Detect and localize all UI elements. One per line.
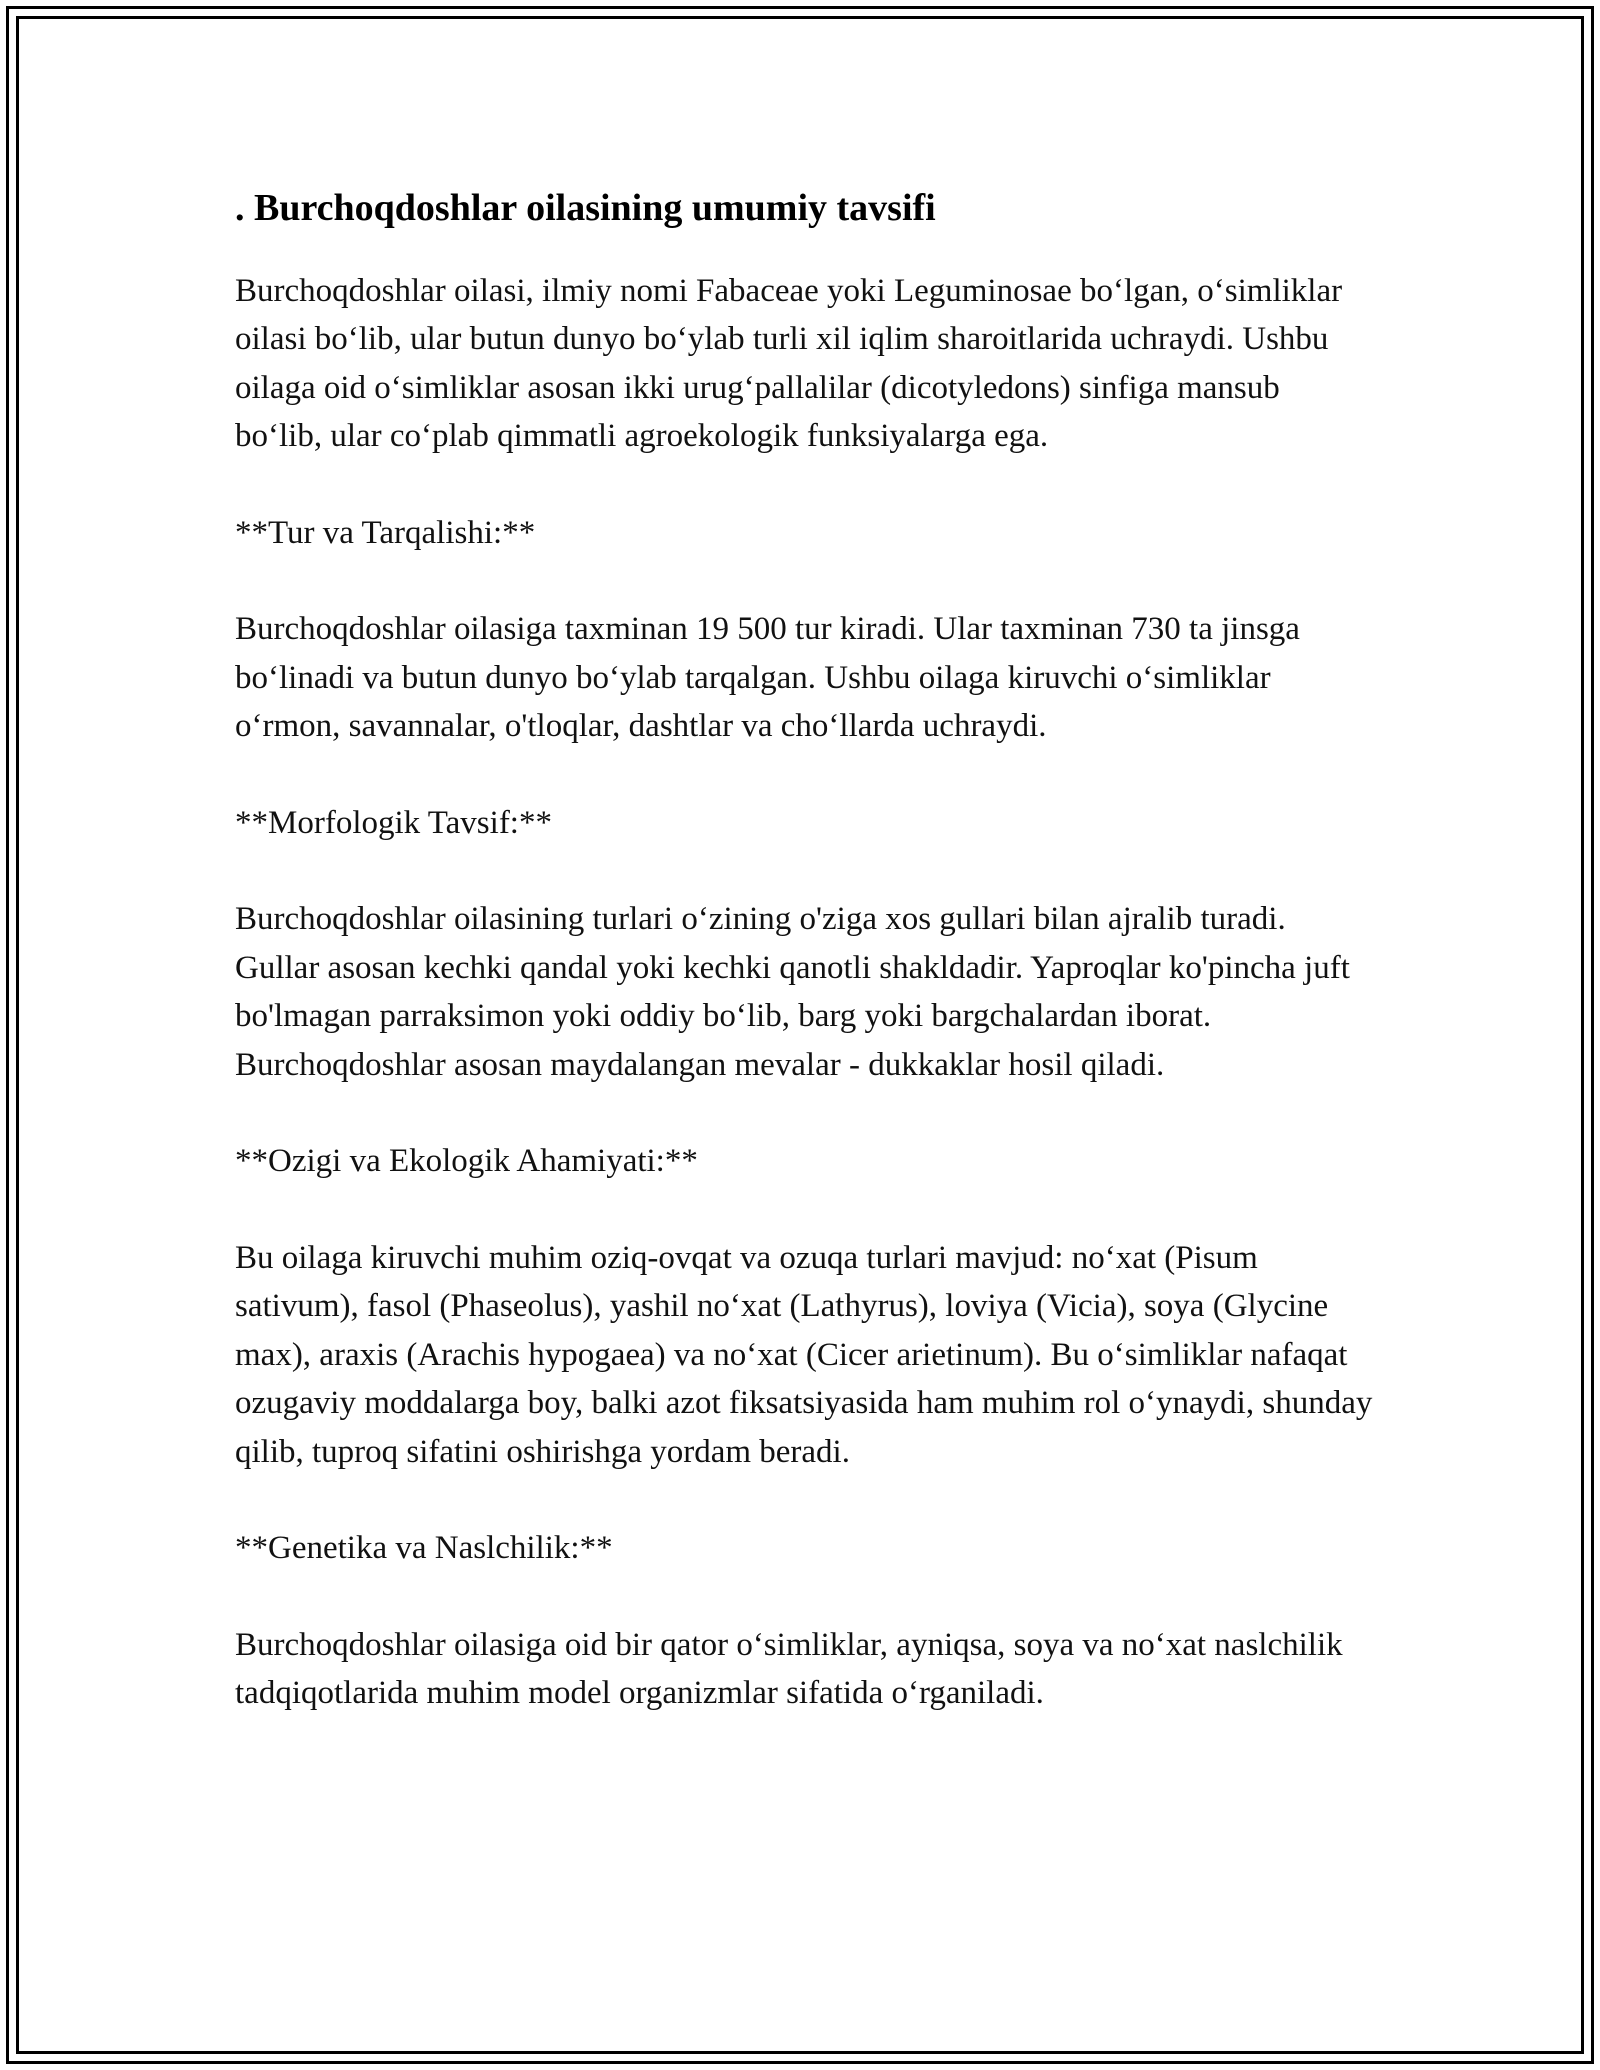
section-heading-genetics: **Genetika va Naslchilik:** [235,1530,613,1566]
distribution-paragraph: Burchoqdoshlar oilasiga taxminan 19 500 tur kiradi. Ular taxminan 730 ta jinsga bo‘linadi va butun dunyo bo‘ylab tarqalgan. Ushbu oilaga kiruvchi o‘simliklar o‘rmon, savannalar, o'tloqlar, dashtlar va cho‘llarda uchraydi. [235,611,1300,744]
section-heading-distribution: **Tur va Tarqalishi:** [235,514,536,551]
section-heading-morphology: **Morfologik Tavsif:** [235,804,552,841]
document-body [235,185,1375,1766]
intro-paragraph: Burchoqdoshlar oilasi, ilmiy nomi Fabaceae yoki Leguminosae bo‘lgan, o‘simliklar oilasi bo‘lib, ular butun dunyo bo‘ylab turli xil iqlim sharoitlarida uchraydi. Ushbu oilaga oid o‘simliklar asosan ikki urug‘pallalilar (dicotyledons) sinfiga mansub bo‘lib, ular co‘plab qimmatli agroekologik funksiyalarga ega. [235,272,1343,454]
document-title: . Burchoqdoshlar oilasining umumiy tavsifi [235,187,936,229]
section-heading-ecology: **Ozigi va Ekologik Ahamiyati:** [235,1143,698,1179]
morphology-paragraph: Burchoqdoshlar oilasining turlari o‘zining o'ziga xos gullari bilan ajralib turadi. Gullar asosan kechki qandal yoki kechki qanotli shakldadir. Yaproqlar ko'pincha juft bo'lmagan parraksimon yoki oddiy bo‘lib, barg yoki bargchalardan iborat. Burchoqdoshlar asosan maydalangan mevalar - dukkaklar hosil qiladi. [235,901,1350,1083]
genetics-paragraph: Burchoqdoshlar oilasiga oid bir qator o‘simliklar, ayniqsa, soya va no‘xat naslchilik tadqiqotlarida muhim model organizmlar sifatida o‘rganiladi. [235,1626,1343,1711]
ecology-paragraph: Bu oilaga kiruvchi muhim oziq-ovqat va ozuqa turlari mavjud: no‘xat (Pisum sativum), fasol (Phaseolus), yashil no‘xat (Lathyrus), loviya (Vicia), soya (Glycine max), araxis (Arachis hypogaea) va no‘xat (Cicer arietinum). Bu o‘simliklar nafaqat ozugaviy moddalarga boy, balki azot fiksatsiyasida ham muhim rol o‘ynaydi, shunday qilib, tuproq sifatini oshirishga yordam beradi. [235,1239,1373,1470]
